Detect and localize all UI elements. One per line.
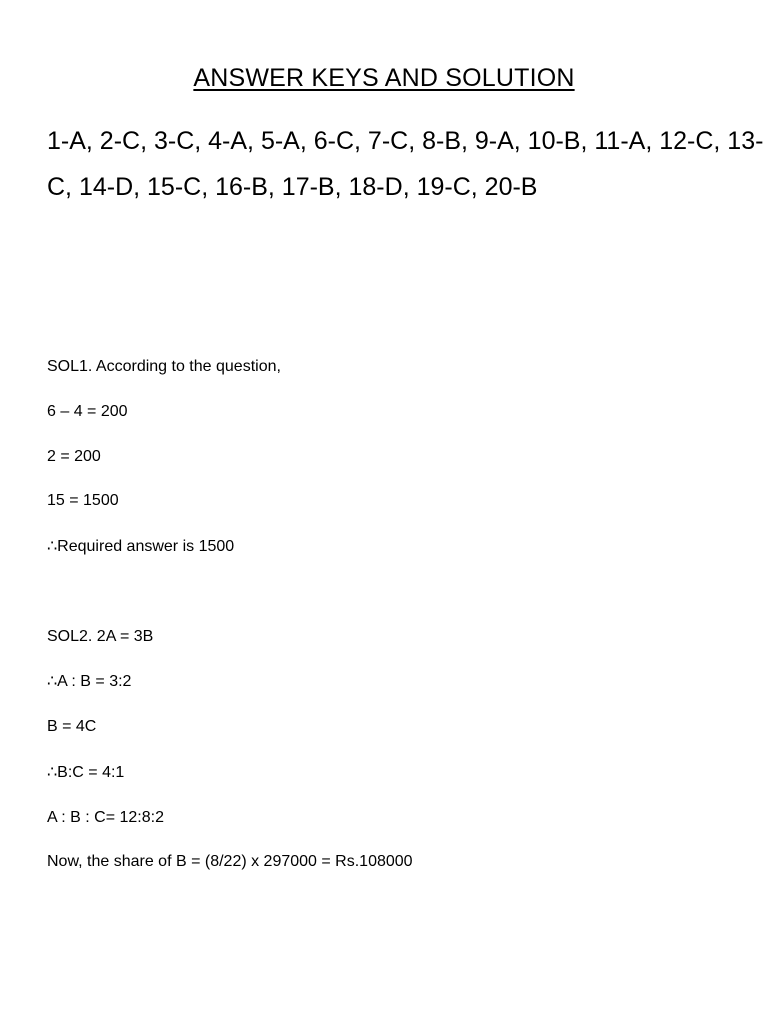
sol2-step-3: ∴B:C = 4:1 xyxy=(47,764,125,781)
sol1-heading: SOL1. According to the question, xyxy=(47,358,281,375)
answer-key-list xyxy=(47,118,764,210)
answer-key-line-1: 1-A, 2-C, 3-C, 4-A, 5-A, 6-C, 7-C, 8-B, 9-A, 10-B, 11-A, 12-C, 13- xyxy=(47,127,764,155)
sol2-step-1: ∴A : B = 3:2 xyxy=(47,673,132,690)
sol2-result: Now, the share of B = (8/22) x 297000 = Rs.108000 xyxy=(47,853,413,870)
sol1-step-2: 2 = 200 xyxy=(47,448,101,465)
sol1-result: ∴Required answer is 1500 xyxy=(47,538,235,555)
sol2-heading: SOL2. 2A = 3B xyxy=(47,628,154,645)
answer-key-line-2: C, 14-D, 15-C, 16-B, 17-B, 18-D, 19-C, 20-B xyxy=(47,173,538,201)
sol1-step-1: 6 – 4 = 200 xyxy=(47,403,128,420)
sol2-step-4: A : B : C= 12:8:2 xyxy=(47,809,164,826)
page-title: ANSWER KEYS AND SOLUTION xyxy=(193,64,575,92)
sol2-step-2: B = 4C xyxy=(47,718,97,735)
sol1-step-3: 15 = 1500 xyxy=(47,492,119,509)
